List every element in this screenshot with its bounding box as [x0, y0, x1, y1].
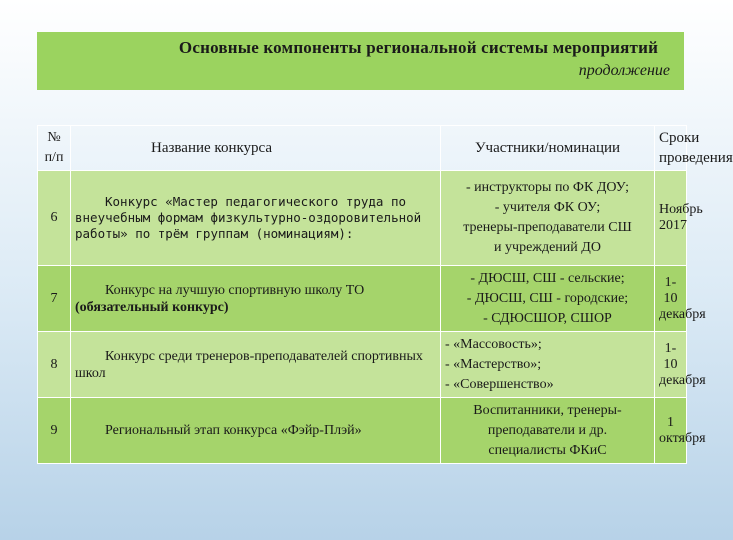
participant-line: тренеры-преподаватели СШ — [463, 220, 632, 235]
page-subtitle: продолжение — [578, 62, 670, 79]
row-number: 7 — [38, 266, 71, 332]
participant-line: - ДЮСШ, СШ - сельские; — [470, 270, 625, 286]
participant-line: и учреждений ДО — [494, 240, 601, 255]
table-header-row — [38, 126, 687, 171]
column-header-number-line1: № — [47, 130, 61, 145]
column-header-date — [655, 126, 733, 171]
contest-name: Региональный этап конкурса «Фэйр-Плэй» — [71, 398, 441, 464]
event-date: 1 октября — [655, 398, 687, 464]
participant-line: преподаватели и др. — [487, 422, 608, 438]
participant-line: специалисты ФКиС — [488, 442, 607, 458]
participant-line: - «Совершенство» — [445, 376, 554, 392]
participants-cell — [441, 171, 655, 266]
column-header-participants: Участники/номинации — [441, 126, 655, 171]
table-row — [38, 332, 687, 398]
table-row — [38, 266, 687, 332]
contest-name-text: Конкурс на лучшую спортивную школу ТО — [105, 282, 365, 298]
event-date: 1-10 декабря — [655, 266, 687, 332]
title-banner — [37, 32, 684, 90]
events-table — [37, 125, 733, 464]
participants-cell — [441, 398, 655, 464]
row-number: 8 — [38, 332, 71, 398]
column-header-number-line2: п/п — [44, 150, 64, 165]
event-date: Ноябрь 2017 — [655, 171, 687, 266]
participant-line: - ДЮСШ, СШ - городские; — [466, 290, 629, 306]
participant-line: - учителя ФК ОУ; — [494, 200, 601, 215]
column-header-name: Название конкурса — [71, 126, 441, 171]
participants-cell — [441, 266, 655, 332]
participant-line: - СДЮСШОР, СШОР — [483, 310, 612, 326]
page-title: Основные компоненты региональной системы мероприятий — [178, 38, 659, 57]
participant-line: - «Мастерство»; — [445, 356, 542, 372]
contest-name — [71, 266, 441, 332]
table-row — [38, 171, 687, 266]
participant-line: - инструкторы по ФК ДОУ; — [466, 180, 629, 195]
row-number: 6 — [38, 171, 71, 266]
row-number: 9 — [38, 398, 71, 464]
participant-line: - «Массовость»; — [445, 336, 542, 352]
contest-name: Конкурс среди тренеров-преподавателей спортивных школ — [71, 332, 441, 398]
mandatory-note: (обязательный конкурс) — [75, 299, 229, 315]
table-row — [38, 398, 687, 464]
column-header-date-line2: проведения — [659, 150, 733, 166]
participants-cell — [441, 332, 655, 398]
event-date: 1-10 декабря — [655, 332, 687, 398]
column-header-number — [38, 126, 71, 171]
participant-line: Воспитанники, тренеры- — [473, 402, 622, 418]
contest-name: Конкурс «Мастер педагогического труда по внеучебным формам физкультурно-оздоровительной работы» по трём группам (номинациям): — [71, 171, 441, 266]
column-header-date-line1: Сроки — [659, 130, 700, 146]
